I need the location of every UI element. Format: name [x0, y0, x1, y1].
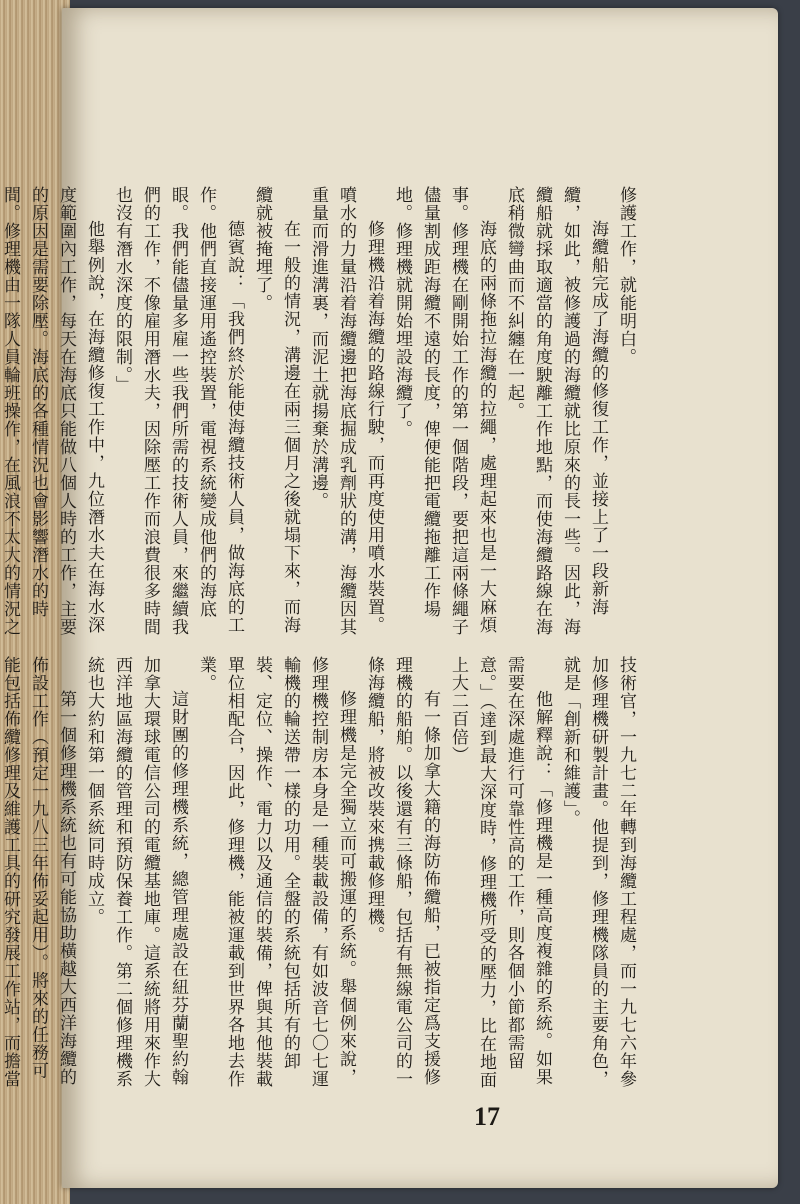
paragraph: 海底的兩條拖拉海纜的拉繩，處理起來也是一大麻煩事。修理機在剛開始工作的第一個階段，要把這兩條繩子儘量割成距海纜不遠的長度，俾便能把電纜拖離工作場地。修理機就開始埋設海纜了。 — [392, 186, 496, 636]
paragraph: 技術官，一九七二年轉到海纜工程處，而一九七六年參加修理機研製計畫。他提到，修理機隊員的主要角色，就是「創新和維護」。 — [560, 656, 636, 1088]
paragraph: 德賓說：「我們終於能使海纜技術人員，做海底的工作。他們直接運用遙控裝置，電視系統變成他們的海底眼。我們能儘量多雇一些我們所需的技術人員，來繼續我們的工作，不像雇用潛水夫，因除壓工作而浪費很多時間也沒有潛水深度的限制。」 — [112, 186, 244, 636]
paragraph: 海纜船完成了海纜的修復工作，並接上了一段新海纜，如此，被修護過的海纜就比原來的長一些。因此，海纜船就採取適當的角度駛離工作地點，而使海纜路線在海底稍微彎曲而不糾纏在一起。 — [504, 186, 608, 636]
paragraph: 第一個修理機系統也有可能協助橫越大西洋海纜的佈設工作（預定一九八三年佈妥起用）。將來的任務可能包括佈纜修理及維護工具的研究發展工作站，而擔當 — [0, 656, 76, 1088]
paragraph: 這財團的修理機系統，總管理處設在紐芬蘭聖約翰加拿大環球電信公司的電纜基地庫。這系統將用來作大西洋地區海纜的管理和預防保養工作。第二個修理機系統也大約和第一個系統同時成立。 — [84, 656, 188, 1088]
paragraph: 修護工作，就能明白。 — [616, 186, 636, 366]
book-page — [0, 8, 778, 1188]
page-number: 17 — [474, 1102, 500, 1131]
paragraph: 他解釋說：「修理機是一種高度複雜的系統。如果需要在深處進行可靠性高的工作，則各個小節都需留意。」（達到最大深度時，修理機所受的壓力，比在地面上大二百倍） — [448, 656, 552, 1089]
paragraph: 修理機沿着海纜的路線行駛，而再度使用噴水裝置。噴水的力量沿着海纜邊把海底掘成乳劑狀的溝，海纜因其重量而滑進溝裏，而泥土就揚棄於溝邊。 — [308, 186, 384, 636]
paragraph: 他舉例說，在海纜修復工作中，九位潛水夫在海水深度範圍內工作，每天在海底只能做八個人時的工作，主要的原因是需要除壓。海底的各種情況也會影響潛水的時間。修理機由一隊人員輪班操作，在風浪不太大的情況之 — [0, 186, 104, 636]
article-text-lower — [0, 656, 640, 1090]
paragraph: 修理機是完全獨立而可搬運的系統。舉個例來說，修理機控制房本身是一種裝載設備，有如波音七〇七運輸機的輪送帶一樣的功用。全盤的系統包括所有的卸裝、定位、操作、電力以及通信的裝備，俾與其他裝載單位相配合，因此，修理機，能被運載到世界各地去作業。 — [196, 656, 356, 1088]
paragraph: 有一條加拿大籍的海防佈纜船，已被指定爲支援修理機的船舶。以後還有三條船，包括有無線電公司的一條海纜船，將被改裝來携載修理機。 — [364, 656, 440, 1088]
paragraph: 在一般的情況，溝邊在兩三個月之後就塌下來，而海纜就被掩埋了。 — [252, 186, 300, 634]
article-text-upper — [0, 186, 640, 646]
